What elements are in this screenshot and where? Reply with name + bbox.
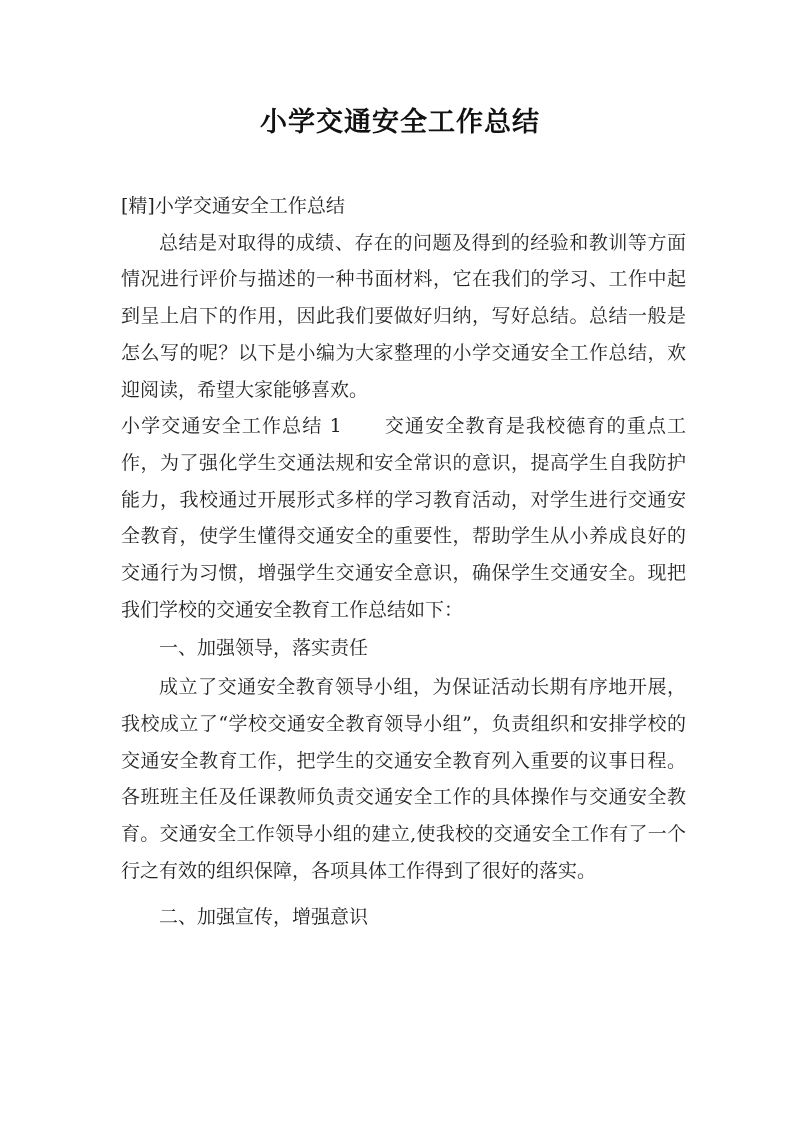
section-1-paragraph [121,408,686,628]
paragraph-1: 成立了交通安全教育领导小组，为保证活动长期有序地开展，我校成立了“学校交通安全教育领导小组”，负责组织和安排学校的交通安全教育工作，把学生的交通安全教育列入重要的议事日程。各班班主任及任课教师负责交通安全工作的具体操作与交通安全教育。交通安全工作领导小组的建立,使我校的交通安全工作有了一个行之有效的组织保障，各项具体工作得到了很好的落实。 [121,676,686,882]
heading-1: 一、加强领导，落实责任 [159,637,369,660]
section-1-label: 小学交通安全工作总结 1 [121,415,342,438]
section-1-text: 交通安全教育是我校德育的重点工作，为了强化学生交通法规和安全常识的意识，提高学生自我防护能力，我校通过开展形式多样的学习教育活动，对学生进行交通安全教育，使学生懂得交通安全的重要性，帮助学生从小养成良好的交通行为习惯，增强学生交通安全意识，确保学生交通安全。现把我们学校的交通安全教育工作总结如下： [121,415,686,621]
document-title: 小学交通安全工作总结 [260,107,540,138]
intro-paragraph: 总结是对取得的成绩、存在的问题及得到的经验和教训等方面情况进行评价与描述的一种书面材料，它在我们的学习、工作中起到呈上启下的作用，因此我们要做好归纳，写好总结。总结一般是怎么写的呢？以下是小编为大家整理的小学交通安全工作总结，欢迎阅读，希望大家能够喜欢。 [121,231,686,401]
document-subtitle: [精]小学交通安全工作总结 [121,195,345,217]
heading-2: 二、加强宣传，增强意识 [159,906,369,929]
document-body [121,188,686,936]
